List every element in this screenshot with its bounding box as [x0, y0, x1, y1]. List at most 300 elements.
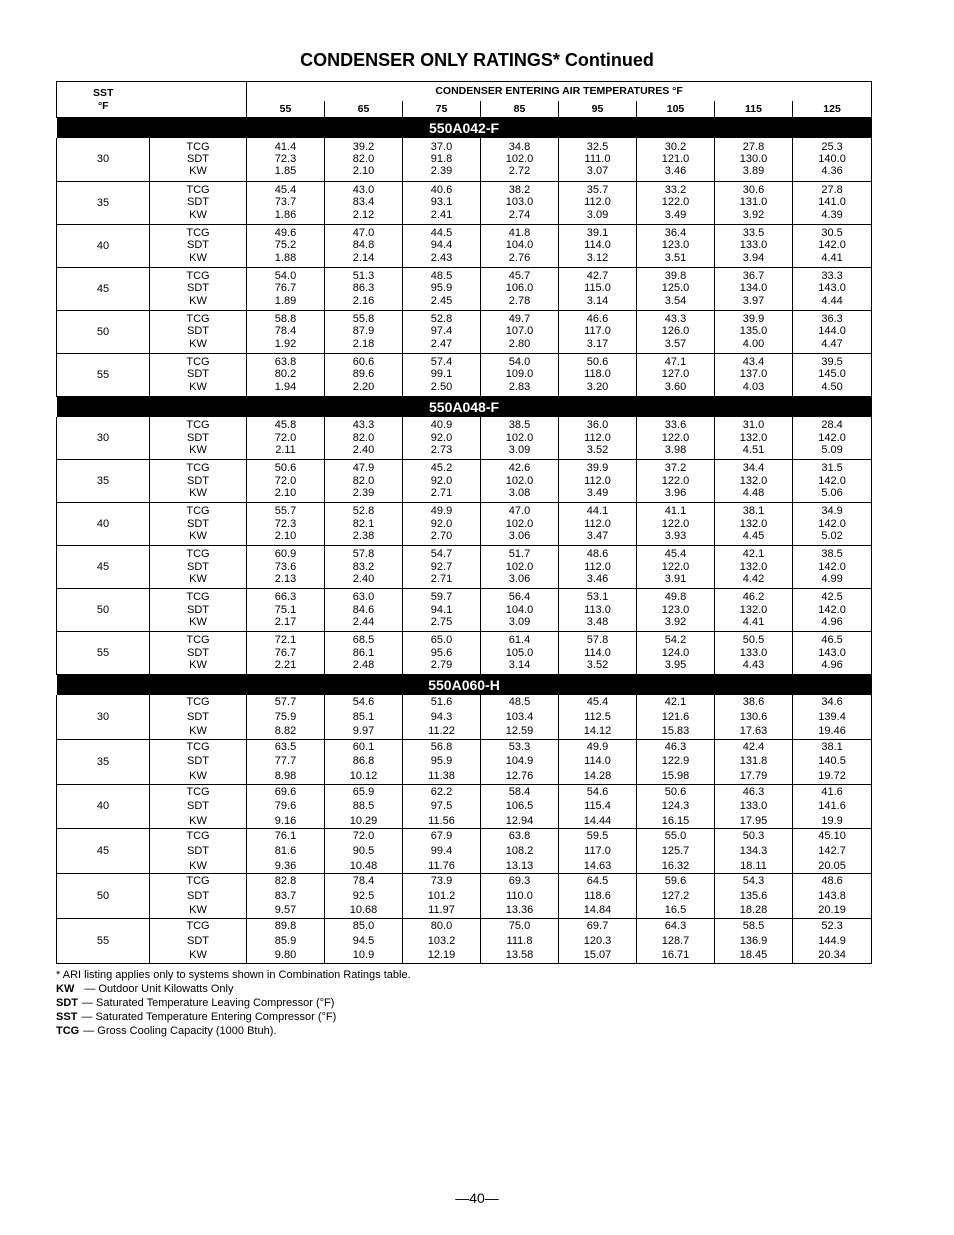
tcg-value: 44.1: [586, 505, 609, 518]
value-cell: [715, 874, 793, 919]
tcg-label: TCG: [186, 462, 210, 475]
value-cell: [481, 739, 559, 784]
definition-text: — Outdoor Unit Kilowatts Only: [84, 983, 234, 995]
page-title: CONDENSER ONLY RATINGS* Continued: [300, 50, 654, 70]
sdt-value: 121.0: [661, 153, 690, 166]
tcg-value: 54.2: [664, 634, 687, 647]
sdt-value: 122.0: [661, 517, 690, 530]
kw-value: 16.32: [661, 859, 690, 872]
kw-value: 2.41: [430, 208, 453, 221]
kw-value: 2.71: [430, 573, 453, 586]
kw-value: 4.43: [742, 659, 765, 672]
value-cell: [637, 224, 715, 267]
value-cell: [637, 310, 715, 353]
value-cell: [793, 417, 872, 460]
kw-value: 2.17: [274, 616, 297, 629]
tcg-value: 39.5: [821, 355, 843, 368]
kw-value: 2.10: [352, 165, 375, 178]
sdt-value: 141.0: [818, 196, 846, 209]
tcg-value: 50.6: [586, 355, 609, 368]
value-cell: [715, 546, 793, 589]
kw-value: 12.19: [427, 949, 456, 962]
sdt-value: 142.0: [818, 431, 846, 444]
value-cell: [325, 353, 403, 396]
kw-value: 2.38: [352, 530, 375, 543]
sdt-value: 94.4: [430, 239, 453, 252]
kw-value: 3.47: [586, 530, 609, 543]
sdt-value: 122.0: [661, 474, 690, 487]
tcg-value: 54.0: [508, 355, 531, 368]
definition-term: TCG: [56, 1025, 80, 1037]
value-cell: [559, 632, 637, 675]
kw-value: 1.89: [274, 294, 297, 307]
sst-header-unit: °F: [97, 99, 109, 112]
kw-value: 10.68: [349, 904, 378, 917]
sdt-value: 130.0: [739, 153, 768, 166]
sdt-value: 125.7: [661, 844, 690, 857]
sdt-value: 145.0: [818, 368, 846, 381]
sdt-value: 92.0: [430, 517, 453, 530]
value-cell: [715, 918, 793, 963]
tcg-value: 38.1: [821, 740, 843, 753]
kw-label: KW: [189, 659, 207, 672]
sdt-value: 101.2: [427, 889, 456, 902]
value-cell: [637, 632, 715, 675]
value-cell: [793, 224, 872, 267]
tcg-value: 54.6: [586, 785, 609, 798]
kw-value: 20.34: [818, 949, 846, 962]
sdt-value: 126.0: [661, 325, 690, 338]
tcg-value: 39.1: [586, 226, 609, 239]
kw-value: 2.39: [430, 165, 453, 178]
value-cell: [325, 589, 403, 632]
kw-value: 2.16: [352, 294, 375, 307]
kw-value: 2.71: [430, 487, 453, 500]
sdt-value: 142.0: [818, 474, 846, 487]
tcg-value: 54.3: [742, 875, 765, 888]
sdt-value: 91.8: [430, 153, 453, 166]
value-cell: [637, 181, 715, 224]
value-cell: [325, 417, 403, 460]
definition-term: SDT: [56, 997, 78, 1009]
kw-value: 4.03: [742, 380, 765, 393]
tcg-label: TCG: [186, 830, 210, 843]
kw-value: 4.41: [821, 251, 843, 264]
sdt-value: 78.4: [274, 325, 297, 338]
value-cell: [793, 784, 872, 829]
kw-value: 3.54: [664, 294, 687, 307]
value-cell: [793, 310, 872, 353]
tcg-value: 42.6: [508, 462, 531, 475]
sdt-value: 114.0: [584, 646, 611, 659]
row-labels: [150, 829, 247, 874]
kw-value: 3.89: [742, 165, 765, 178]
sdt-value: 110.0: [506, 889, 533, 902]
kw-value: 4.39: [821, 208, 843, 221]
temp-header-cell: 95: [559, 101, 637, 118]
tcg-value: 65.0: [430, 634, 453, 647]
sdt-value: 103.2: [427, 934, 456, 947]
tcg-value: 52.8: [352, 505, 375, 518]
kw-label: KW: [189, 165, 207, 178]
kw-value: 2.83: [508, 380, 531, 393]
tcg-label: TCG: [186, 183, 210, 196]
kw-value: 2.76: [508, 251, 531, 264]
tcg-value: 45.2: [430, 462, 453, 475]
row-labels: [150, 632, 247, 675]
value-cell: [637, 589, 715, 632]
value-cell: [715, 224, 793, 267]
value-cell: [793, 589, 872, 632]
tcg-value: 47.0: [508, 505, 531, 518]
value-cell: [559, 310, 637, 353]
table-row: [57, 417, 872, 460]
kw-value: 3.51: [664, 251, 687, 264]
value-cell: [325, 224, 403, 267]
tcg-label: TCG: [186, 505, 210, 518]
table-row: [57, 695, 872, 739]
kw-label: KW: [189, 337, 207, 350]
value-cell: [403, 695, 481, 739]
kw-value: 2.44: [352, 616, 375, 629]
section-header-row: [57, 118, 872, 139]
sst-value: 30: [57, 695, 150, 739]
tcg-value: 46.2: [742, 591, 765, 604]
value-cell: [247, 267, 325, 310]
row-labels: [150, 784, 247, 829]
value-cell: [715, 267, 793, 310]
table-row: [57, 267, 872, 310]
tcg-value: 72.1: [274, 634, 297, 647]
sst-value: 35: [57, 739, 150, 784]
sdt-value: 117.0: [584, 844, 611, 857]
kw-value: 11.97: [428, 904, 455, 917]
value-cell: [481, 267, 559, 310]
value-cell: [403, 784, 481, 829]
sdt-value: 82.0: [352, 431, 375, 444]
kw-label: KW: [189, 487, 207, 500]
value-cell: [793, 632, 872, 675]
value-cell: [481, 353, 559, 396]
kw-value: 2.74: [508, 208, 531, 221]
kw-value: 14.28: [583, 769, 612, 782]
kw-label: KW: [189, 725, 207, 738]
table-row: [57, 739, 872, 784]
kw-value: 4.96: [821, 659, 843, 672]
kw-value: 3.20: [586, 380, 609, 393]
value-cell: [793, 460, 872, 503]
value-cell: [247, 310, 325, 353]
tcg-value: 39.9: [586, 462, 609, 475]
tcg-value: 33.3: [821, 269, 843, 282]
tcg-value: 39.2: [352, 140, 375, 153]
kw-value: 12.94: [505, 814, 534, 827]
tcg-value: 80.0: [430, 919, 453, 932]
tcg-value: 73.9: [430, 875, 453, 888]
value-cell: [325, 181, 403, 224]
sdt-value: 94.5: [352, 934, 375, 947]
sdt-value: 111.0: [584, 153, 611, 166]
tcg-label: TCG: [186, 548, 210, 561]
value-cell: [637, 417, 715, 460]
value-cell: [247, 353, 325, 396]
kw-label: KW: [189, 251, 207, 264]
kw-value: 4.51: [742, 443, 765, 456]
sst-value: 30: [57, 138, 150, 181]
tcg-value: 53.3: [508, 740, 531, 753]
sdt-value: 131.0: [739, 196, 768, 209]
sst-value: 55: [57, 353, 150, 396]
value-cell: [325, 310, 403, 353]
kw-label: KW: [189, 859, 207, 872]
value-cell: [715, 460, 793, 503]
tcg-value: 34.6: [821, 696, 843, 708]
kw-label: KW: [189, 443, 207, 456]
tcg-value: 48.6: [586, 548, 609, 561]
table-row: [57, 181, 872, 224]
sdt-value: 114.0: [584, 239, 611, 252]
sdt-value: 72.0: [274, 431, 297, 444]
sdt-value: 87.9: [352, 325, 375, 338]
value-cell: [403, 181, 481, 224]
value-cell: [715, 310, 793, 353]
sdt-label: SDT: [187, 474, 209, 487]
sdt-value: 102.0: [505, 153, 534, 166]
tcg-value: 59.5: [586, 830, 609, 843]
tcg-value: 31.0: [742, 419, 765, 432]
kw-value: 3.49: [664, 208, 687, 221]
tcg-value: 45.10: [818, 830, 846, 843]
sdt-value: 99.1: [430, 368, 453, 381]
kw-value: 2.78: [508, 294, 531, 307]
tcg-value: 57.8: [586, 634, 609, 647]
sdt-value: 139.4: [818, 710, 846, 723]
row-labels: [150, 739, 247, 784]
row-labels: [150, 460, 247, 503]
section-title: 550A060-H: [57, 675, 872, 696]
kw-value: 3.92: [664, 616, 687, 629]
sdt-label: SDT: [187, 755, 209, 768]
tcg-value: 53.1: [586, 591, 609, 604]
sdt-value: 132.0: [739, 560, 768, 573]
tcg-value: 59.7: [430, 591, 453, 604]
sdt-value: 76.7: [274, 282, 297, 295]
kw-value: 2.10: [274, 530, 297, 543]
kw-value: 19.9: [821, 814, 843, 827]
sst-value: 30: [57, 417, 150, 460]
value-cell: [559, 829, 637, 874]
kw-value: 20.19: [818, 904, 846, 917]
tcg-value: 78.4: [352, 875, 375, 888]
value-cell: [559, 460, 637, 503]
value-cell: [637, 267, 715, 310]
tcg-label: TCG: [186, 591, 210, 604]
kw-value: 3.93: [664, 530, 687, 543]
value-cell: [325, 784, 403, 829]
sst-value: 35: [57, 460, 150, 503]
kw-value: 2.13: [274, 573, 297, 586]
kw-value: 14.63: [583, 859, 612, 872]
kw-value: 4.96: [821, 616, 843, 629]
tcg-label: TCG: [186, 269, 210, 282]
sdt-value: 90.5: [352, 844, 375, 857]
kw-value: 3.06: [508, 573, 531, 586]
tcg-value: 45.4: [586, 696, 609, 708]
sdt-value: 120.3: [583, 934, 612, 947]
value-cell: [481, 417, 559, 460]
tcg-value: 85.0: [352, 919, 375, 932]
value-cell: [637, 353, 715, 396]
sdt-value: 103.0: [505, 196, 534, 209]
sdt-label: SDT: [187, 517, 209, 530]
tcg-value: 58.8: [274, 312, 297, 325]
tcg-value: 45.4: [274, 183, 297, 196]
kw-value: 1.92: [274, 337, 297, 350]
value-cell: [403, 632, 481, 675]
value-cell: [247, 546, 325, 589]
kw-value: 3.09: [508, 443, 531, 456]
table-row: [57, 224, 872, 267]
value-cell: [715, 503, 793, 546]
tcg-value: 69.7: [586, 919, 609, 932]
sst-value: 45: [57, 546, 150, 589]
sdt-value: 112.5: [584, 710, 611, 723]
kw-value: 5.02: [821, 530, 843, 543]
kw-value: 4.00: [742, 337, 765, 350]
value-cell: [403, 874, 481, 919]
sdt-label: SDT: [187, 646, 209, 659]
sdt-value: 142.0: [818, 603, 846, 616]
row-labels: [150, 695, 247, 739]
value-cell: [559, 417, 637, 460]
tcg-label: TCG: [186, 312, 210, 325]
sdt-value: 140.0: [818, 153, 846, 166]
sdt-value: 92.0: [430, 474, 453, 487]
sdt-label: SDT: [187, 603, 209, 616]
sdt-value: 76.7: [274, 646, 297, 659]
sdt-value: 127.0: [661, 368, 690, 381]
kw-value: 3.94: [742, 251, 765, 264]
sdt-value: 72.3: [274, 153, 297, 166]
tcg-value: 51.7: [508, 548, 531, 561]
kw-value: 3.14: [586, 294, 609, 307]
tcg-value: 28.4: [821, 419, 843, 432]
row-labels: [150, 503, 247, 546]
value-cell: [325, 632, 403, 675]
sdt-value: 84.8: [352, 239, 375, 252]
sdt-label: SDT: [187, 889, 209, 902]
kw-value: 3.46: [664, 165, 687, 178]
sdt-value: 75.9: [274, 710, 297, 723]
sdt-value: 79.6: [274, 800, 297, 813]
sdt-value: 118.0: [584, 368, 611, 381]
sdt-value: 143.0: [818, 646, 846, 659]
value-cell: [403, 267, 481, 310]
value-cell: [247, 138, 325, 181]
sdt-value: 97.5: [430, 800, 453, 813]
table-row: [57, 784, 872, 829]
tcg-value: 82.8: [274, 875, 297, 888]
tcg-value: 36.0: [586, 419, 609, 432]
sdt-value: 106.0: [505, 282, 534, 295]
value-cell: [559, 546, 637, 589]
value-cell: [715, 739, 793, 784]
kw-value: 10.29: [349, 814, 378, 827]
sdt-value: 135.0: [739, 325, 768, 338]
table-row: [57, 310, 872, 353]
value-cell: [559, 784, 637, 829]
sdt-value: 82.1: [352, 517, 375, 530]
temp-header-cell: 125: [793, 101, 872, 118]
definition-text: — Saturated Temperature Leaving Compressor (°F): [82, 997, 335, 1009]
kw-value: 2.79: [430, 659, 453, 672]
sst-value: 50: [57, 589, 150, 632]
sdt-value: 142.7: [818, 844, 846, 857]
sdt-value: 132.0: [739, 603, 768, 616]
tcg-value: 37.0: [430, 140, 453, 153]
value-cell: [403, 546, 481, 589]
tcg-label: TCG: [186, 140, 210, 153]
sdt-value: 72.3: [274, 517, 297, 530]
kw-label: KW: [189, 814, 207, 827]
kw-value: 2.39: [352, 487, 375, 500]
value-cell: [637, 784, 715, 829]
tcg-value: 49.7: [508, 312, 531, 325]
kw-value: 17.95: [739, 814, 768, 827]
tcg-value: 54.0: [274, 269, 297, 282]
tcg-value: 76.1: [274, 830, 297, 843]
tcg-value: 49.8: [664, 591, 687, 604]
sdt-label: SDT: [187, 844, 209, 857]
tcg-value: 59.6: [664, 875, 687, 888]
value-cell: [559, 739, 637, 784]
sdt-value: 95.9: [430, 755, 453, 768]
tcg-value: 57.8: [352, 548, 375, 561]
sdt-value: 82.0: [352, 474, 375, 487]
kw-value: 3.96: [664, 487, 687, 500]
kw-value: 3.95: [664, 659, 687, 672]
value-cell: [637, 874, 715, 919]
sdt-value: 118.6: [584, 889, 611, 902]
tcg-value: 45.8: [274, 419, 297, 432]
value-cell: [325, 138, 403, 181]
kw-value: 2.18: [352, 337, 375, 350]
tcg-value: 69.3: [508, 875, 531, 888]
sst-value: 50: [57, 310, 150, 353]
value-cell: [715, 829, 793, 874]
value-cell: [793, 546, 872, 589]
tcg-value: 54.7: [430, 548, 453, 561]
value-cell: [481, 829, 559, 874]
sdt-value: 140.5: [818, 755, 846, 768]
definitions: [56, 982, 411, 1038]
kw-value: 5.09: [821, 443, 843, 456]
sdt-label: SDT: [187, 934, 209, 947]
value-cell: [559, 874, 637, 919]
value-cell: [247, 503, 325, 546]
sdt-value: 83.7: [274, 889, 297, 902]
value-cell: [715, 784, 793, 829]
value-cell: [559, 267, 637, 310]
kw-value: 9.97: [352, 725, 375, 738]
row-labels: [150, 138, 247, 181]
value-cell: [247, 829, 325, 874]
kw-value: 9.16: [274, 814, 297, 827]
sdt-label: SDT: [187, 239, 209, 252]
value-cell: [715, 695, 793, 739]
kw-value: 4.99: [821, 573, 843, 586]
notes: [56, 968, 411, 1038]
